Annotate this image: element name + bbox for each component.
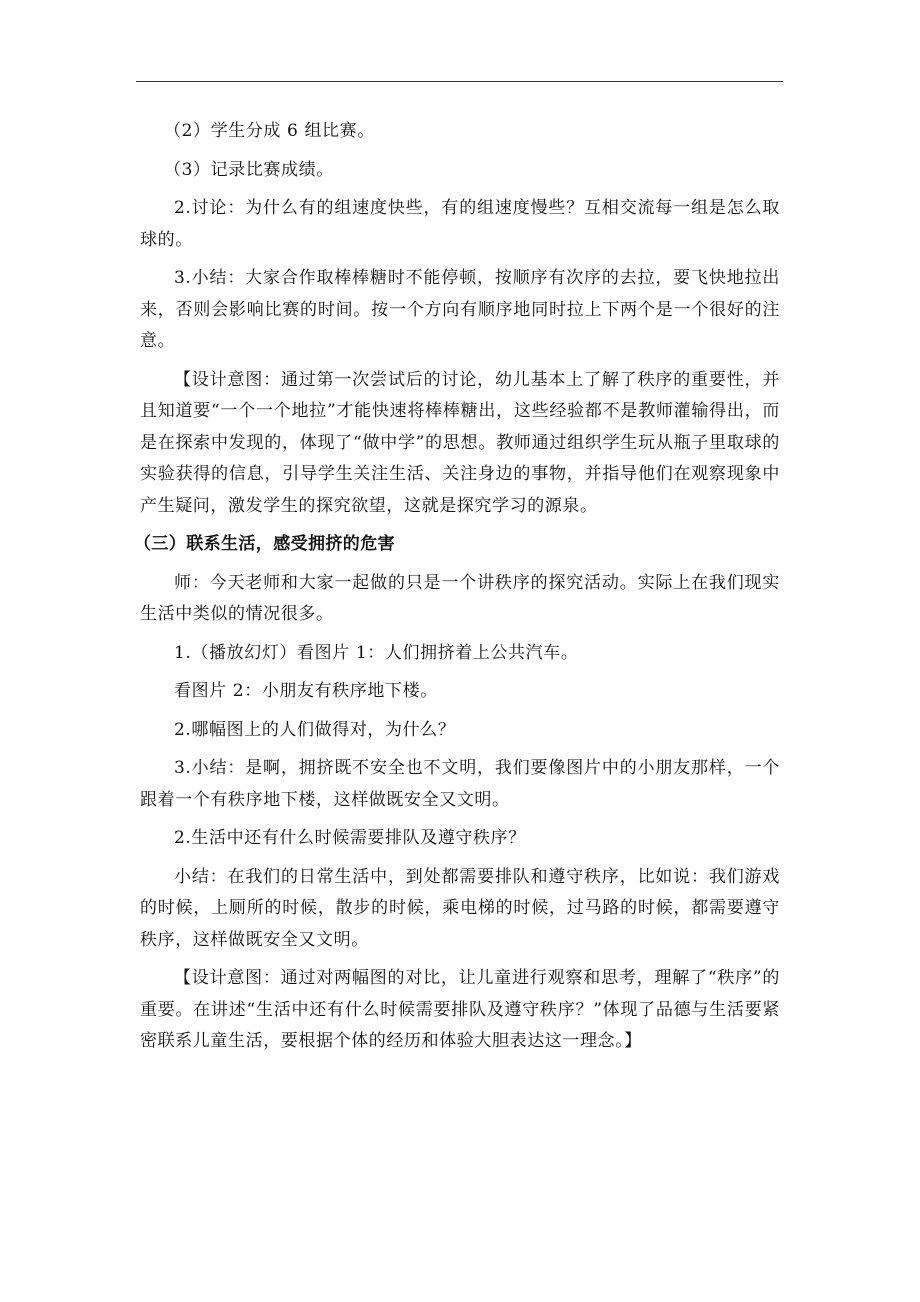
paragraph-design-intent-1: 【设计意图：通过第一次尝试后的讨论，幼儿基本上了解了秩序的重要性，并且知道要“一个一个地拉”才能快速将棒棒糖出，这些经验都不是教师灌输得出，而是在探索中发现的，体现了“做中学”的思想。教师通过组织学生玩从瓶子里取球的实验获得的信息，引导学生关注生活、关注身边的事物，并指导他们在观察现象中产生疑问，激发学生的探究欲望，这就是探究学习的源泉。 [140, 369, 780, 516]
paragraph-summary-1: 3.小结：大家合作取棒棒糖时不能停顿，按顺序有次序的去拉，要飞快地拉出来，否则会影响比赛的时间。按一个方向有顺序地同时拉上下两个是一个很好的注意。 [140, 268, 780, 351]
paragraph-teacher-intro: 师：今天老师和大家一起做的只是一个讲秩序的探究活动。实际上在我们现实生活中类似的情况很多。 [140, 572, 780, 624]
paragraph-slide-2: 看图片 2：小朋友有秩序地下楼。 [174, 681, 438, 701]
paragraph-discussion: 2.讨论：为什么有的组速度快些，有的组速度慢些？互相交流每一组是怎么取球的。 [140, 198, 780, 250]
paragraph-queue-question: 2.生活中还有什么时候需要排队及遵守秩序？ [174, 828, 526, 848]
section-heading-3: （三）联系生活，感受拥挤的危害 [134, 534, 395, 554]
paragraph-summary-2: 3.小结：是啊，拥挤既不安全也不文明，我们要像图片中的小朋友那样，一个跟着一个有秩序地下楼，这样做既安全又文明。 [140, 758, 780, 810]
paragraph-step-2: （2）学生分成 6 组比赛。 [164, 121, 375, 141]
document-body [134, 116, 780, 1065]
paragraph-question: 2.哪幅图上的人们做得对，为什么？ [174, 719, 456, 740]
header-rule [136, 81, 783, 82]
paragraph-summary-3: 小结：在我们的日常生活中，到处都需要排队和遵守秩序，比如说：我们游戏的时候，上厕所的时候，散步的时候，乘电梯的时候，过马路的时候，都需要遵守秩序，这样做既安全又文明。 [140, 866, 780, 950]
paragraph-design-intent-2: 【设计意图：通过对两幅图的对比，让儿童进行观察和思考，理解了“秩序”的重要。在讲述“生活中还有什么时候需要排队及遵守秩序？”体现了品德与生活要紧密联系儿童生活，要根据个体的经历和体验大胆表达这一理念。】 [140, 968, 780, 1051]
paragraph-slide-1: 1.（播放幻灯）看图片 1：人们拥挤着上公共汽车。 [174, 642, 579, 663]
paragraph-step-3: （3）记录比赛成绩。 [164, 159, 334, 180]
